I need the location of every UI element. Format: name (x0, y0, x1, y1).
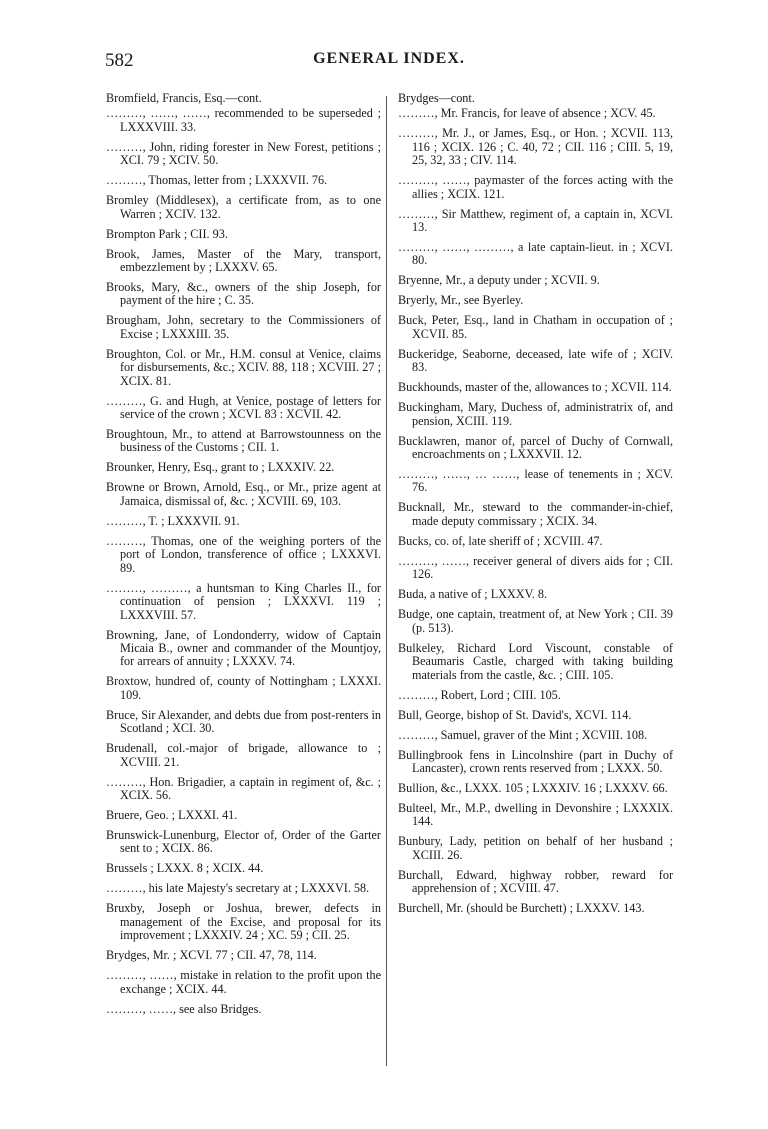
index-entry: Broughton, Col. or Mr., H.M. consul at Venice, claims for disbursements, &c.; XCIV. 88, 118 ; XCVIII. 27 ; XCIX. 81. (106, 346, 381, 388)
index-entry: ………, Mr. Francis, for leave of absence ; XCV. 45. (398, 106, 656, 121)
index-entry: Buck, Peter, Esq., land in Chatham in occupation of ; XCVII. 85. (398, 313, 673, 341)
index-entry: ………, Robert, Lord ; CIII. 105. (398, 687, 561, 702)
page-number: 582 (105, 50, 134, 71)
index-entry: ………, T. ; LXXXVII. 91. (106, 513, 240, 528)
index-entry: Bulteel, Mr., M.P., dwelling in Devonshire ; LXXXIX. 144. (398, 800, 673, 829)
index-entry: ………, ……, … ……, lease of tenements in ; XCV. 76. (398, 467, 673, 495)
index-entry: ………, Thomas, one of the weighing porters of the port of London, transference of office ; LXXXVI. 89. (106, 533, 381, 575)
index-entry: Brudenall, col.-major of brigade, allowance to ; XCVIII. 21. (106, 741, 381, 769)
index-entry: ………, ……, ………, a late captain-lieut. in ; XCVI. 80. (398, 240, 673, 268)
page-header (105, 50, 673, 78)
index-entry: Buckingham, Mary, Duchess of, administratrix of, and pension, XCIII. 119. (398, 400, 673, 428)
index-entry: Bruxby, Joseph or Joshua, brewer, defects in management of the Excise, and proposal for its improvement ; LXXXIV. 24 ; XC. 59 ; CII. 25. (106, 901, 381, 943)
index-entry: ………, ……, ……, recommended to be superseded ; LXXXVIII. 33. (106, 106, 381, 134)
index-entry: Brunswick-Lunenburg, Elector of, Order of the Garter sent to ; XCIX. 86. (106, 827, 381, 856)
index-entry: ………, ……, receiver general of divers aids for ; CII. 126. (398, 553, 673, 582)
index-entry: Bullingbrook fens in Lincolnshire (part in Duchy of Lancaster), crown rents reserved from ; LXXX. 50. (398, 747, 673, 775)
index-entry: ………, ………, a huntsman to King Charles II., for continuation of pension ; LXXXVI. 119 ; LXXXVIII. 57. (106, 580, 381, 622)
index-entry: Bromfield, Francis, Esq.—cont. (106, 91, 262, 105)
index-entry: ………, Samuel, graver of the Mint ; XCVIII. 108. (398, 727, 648, 742)
index-entry: ………, Mr. J., or James, Esq., or Hon. ; XCVII. 113, 116 ; XCIX. 126 ; C. 40, 72 ; CII. 116 ; CIII. 5, 19, 25, 32, 33 ; CIV. 114. (398, 126, 673, 168)
index-entry: Bromley (Middlesex), a certificate from, as to one Warren ; XCIV. 132. (106, 193, 381, 221)
index-entry: Bullion, &c., LXXX. 105 ; LXXXIV. 16 ; LXXXV. 66. (398, 780, 668, 795)
index-entry: Bucks, co. of, late sheriff of ; XCVIII. 47. (398, 533, 603, 548)
index-entry: Bruere, Geo. ; LXXXI. 41. (106, 807, 238, 822)
index-entry: Buckeridge, Seaborne, deceased, late wife of ; XCIV. 83. (398, 346, 673, 375)
index-entry: Bryerly, Mr., see Byerley. (398, 293, 524, 308)
index-entry: Broxtow, hundred of, county of Nottingham ; LXXXI. 109. (106, 674, 381, 702)
index-entry: ………, G. and Hugh, at Venice, postage of letters for service of the crown ; XCVI. 83 : XCVII. 42. (106, 393, 381, 422)
index-entry: Browne or Brown, Arnold, Esq., or Mr., prize agent at Jamaica, dismissal of, &c. ; XCVIII. 69, 103. (106, 480, 381, 508)
index-entry: Budge, one captain, treatment of, at New York ; CII. 39 (p. 513). (398, 607, 673, 635)
index-entry: Bunbury, Lady, petition on behalf of her husband ; XCIII. 26. (398, 834, 673, 862)
index-entry: Bucklawren, manor of, parcel of Duchy of Cornwall, encroachments on ; LXXXVII. 12. (398, 433, 673, 462)
index-entry: Buda, a native of ; LXXXV. 8. (398, 587, 548, 602)
column-divider (386, 96, 387, 1066)
index-entry: Bryenne, Mr., a deputy under ; XCVII. 9. (398, 273, 600, 288)
index-entry: Buckhounds, master of the, allowances to ; XCVII. 114. (398, 380, 672, 395)
index-entry: ………, Hon. Brigadier, a captain in regiment of, &c. ; XCIX. 56. (106, 774, 381, 802)
index-entry: Bull, George, bishop of St. David's, XCVI. 114. (398, 707, 632, 722)
index-entry: ………, Sir Matthew, regiment of, a captain in, XCVI. 13. (398, 206, 673, 235)
index-entry: Browning, Jane, of Londonderry, widow of Captain Micaia B., owner and commander of the Mountjoy, for arrears of annuity ; LXXXV. 74. (106, 627, 381, 669)
index-entry: Brooks, Mary, &c., owners of the ship Joseph, for payment of the hire ; C. 35. (106, 280, 381, 308)
index-entry: ………, Thomas, letter from ; LXXXVII. 76. (106, 173, 328, 188)
index-entry: ………, his late Majesty's secretary at ; LXXXVI. 58. (106, 881, 370, 896)
index-entry: Brussels ; LXXX. 8 ; XCIX. 44. (106, 861, 264, 876)
index-entry: ………, John, riding forester in New Forest, petitions ; XCI. 79 ; XCIV. 50. (106, 139, 381, 168)
index-entry: Brougham, John, secretary to the Commissioners of Excise ; LXXXIII. 35. (106, 313, 381, 341)
index-entry: Brompton Park ; CII. 93. (106, 226, 228, 241)
index-entry: Bulkeley, Richard Lord Viscount, constable of Beaumaris Castle, charged with taking building materials from the castle, &c. ; CIII. 105. (398, 640, 673, 682)
index-entry: ………, ……, paymaster of the forces acting with the allies ; XCIX. 121. (398, 173, 673, 201)
running-title: GENERAL INDEX. (313, 50, 465, 67)
index-entry: Broughtoun, Mr., to attend at Barrowstounness on the business of the Customs ; CII. 1. (106, 427, 381, 455)
index-entry: Burchall, Edward, highway robber, reward for apprehension of ; XCVIII. 47. (398, 867, 673, 896)
index-entry: Brounker, Henry, Esq., grant to ; LXXXIV. 22. (106, 460, 335, 475)
index-entry: Brydges—cont. (398, 91, 475, 105)
index-entry: Brook, James, Master of the Mary, transport, embezzlement by ; LXXXV. 65. (106, 246, 381, 275)
left-column (106, 92, 381, 1023)
index-entry: Bruce, Sir Alexander, and debts due from post-renters in Scotland ; XCI. 30. (106, 707, 382, 736)
index-entry: Bucknall, Mr., steward to the commander-in-chief, made deputy commissary ; XCIX. 34. (398, 500, 673, 528)
index-entry: ………, ……, mistake in relation to the profit upon the exchange ; XCIX. 44. (106, 968, 381, 996)
index-entry: Burchell, Mr. (should be Burchett) ; LXXXV. 143. (398, 901, 645, 916)
index-entry: Brydges, Mr. ; XCVI. 77 ; CII. 47, 78, 114. (106, 948, 317, 963)
index-entry: ………, ……, see also Bridges. (106, 1001, 262, 1016)
right-column (398, 92, 673, 922)
